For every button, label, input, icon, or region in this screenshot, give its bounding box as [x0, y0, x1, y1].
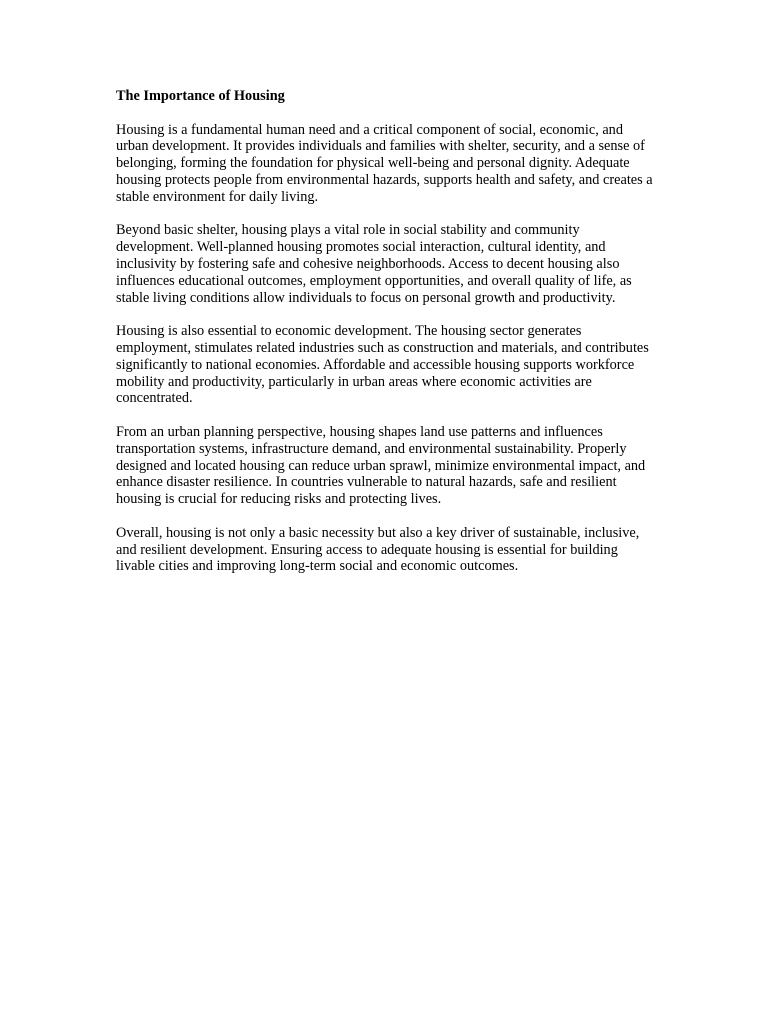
paragraph-economic: Housing is also essential to economic development. The housing sector generates employment, stimulates related industries such as construction and materials, and contributes significantly to national economies. Affordable and accessible housing supports workforce mobility and productivity, particularly in urban areas where economic activities are concentrated. [116, 323, 649, 407]
document-title: The Importance of Housing [116, 88, 285, 104]
paragraph-intro: Housing is a fundamental human need and a critical component of social, economic, and urban development. It provides individuals and families with shelter, security, and a sense of belonging, forming the foundation for physical well-being and personal dignity. Adequate housing protects people from environmental hazards, supports health and safety, and creates a stable environment for daily living. [116, 121, 653, 205]
paragraph-urban-planning: From an urban planning perspective, housing shapes land use patterns and influences transportation systems, infrastructure demand, and environmental sustainability. Properly designed and located housing can reduce urban sprawl, minimize environmental impact, and enhance disaster resilience. In countries vulnerable to natural hazards, safe and resilient housing is crucial for reducing risks and protecting lives. [116, 423, 646, 508]
paragraph-conclusion: Overall, housing is not only a basic necessity but also a key driver of sustainable, inclusive, and resilient development. Ensuring access to adequate housing is essential for building livable cities and improving long-term social and economic outcomes. [116, 524, 640, 575]
paragraph-social: Beyond basic shelter, housing plays a vital role in social stability and community development. Well-planned housing promotes social interaction, cultural identity, and inclusivity by fostering safe and cohesive neighborhoods. Access to decent housing also influences educational outcomes, employment opportunities, and overall quality of life, as stable living conditions allow individuals to focus on personal growth and productivity. [116, 222, 632, 306]
document-body [116, 88, 656, 592]
